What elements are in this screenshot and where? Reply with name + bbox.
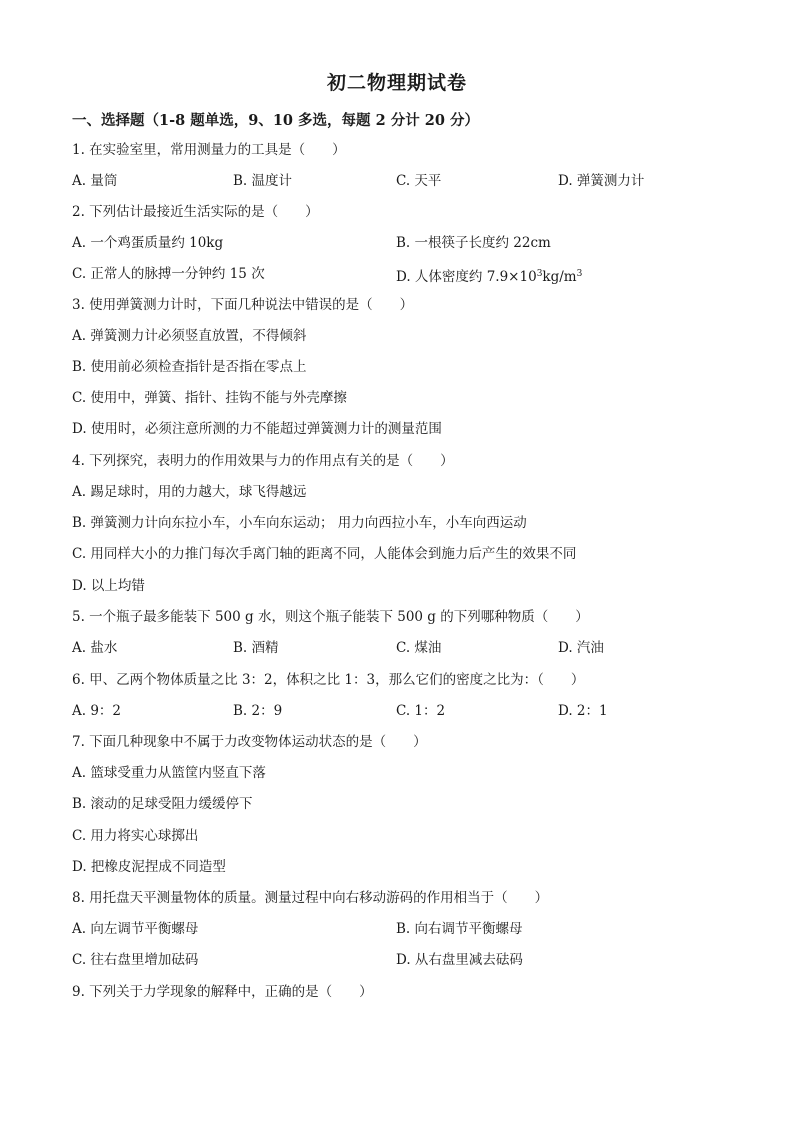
question-4-option-b: B. 弹簧测力计向东拉小车，小车向东运动； 用力向西拉小车，小车向西运动 (72, 515, 527, 531)
question-7-option-c: C. 用力将实心球掷出 (72, 828, 199, 844)
question-1-option-a: A. 量筒 (72, 173, 118, 189)
question-4-stem: 4. 下列探究，表明力的作用效果与力的作用点有关的是（ ） (72, 453, 454, 469)
page-title: 初二物理期试卷 (326, 72, 467, 94)
question-3-option-c: C. 使用中，弹簧、指针、挂钩不能与外壳摩擦 (72, 390, 347, 406)
question-4-option-d: D. 以上均错 (72, 578, 145, 594)
question-5-stem: 5. 一个瓶子最多能装下 500 g 水，则这个瓶子能装下 500 g 的下列哪种物质（ ） (72, 609, 589, 625)
section-heading: 一、选择题（1-8 题单选，9、10 多选，每题 2 分计 20 分） (72, 112, 480, 129)
question-2-option-a: A. 一个鸡蛋质量约 10kg (72, 235, 224, 251)
question-4-option-c: C. 用同样大小的力推门每次手离门轴的距离不同，人能体会到施力后产生的效果不同 (72, 546, 577, 562)
question-8-option-c: C. 往右盘里增加砝码 (72, 952, 199, 968)
question-3-option-a: A. 弹簧测力计必须竖直放置，不得倾斜 (72, 328, 307, 344)
question-6-option-b: B. 2：9 (233, 703, 283, 719)
question-2-option-d-text: D. 人体密度约 7.9×10 (396, 269, 537, 285)
question-3-option-b: B. 使用前必须检查指针是否指在零点上 (72, 359, 307, 375)
question-2-option-d-unit: kg/m (542, 269, 577, 285)
question-2-option-d-exponent: 3 (536, 269, 543, 279)
question-6-option-a: A. 9：2 (72, 703, 122, 719)
question-6-option-c: C. 1：2 (396, 703, 446, 719)
question-7-option-b: B. 滚动的足球受阻力缓缓停下 (72, 796, 253, 812)
question-4-option-a: A. 踢足球时，用的力越大，球飞得越远 (72, 484, 307, 500)
question-7-stem: 7. 下面几种现象中不属于力改变物体运动状态的是（ ） (72, 734, 427, 750)
question-1-option-b: B. 温度计 (233, 173, 293, 189)
question-8-stem: 8. 用托盘天平测量物体的质量。测量过程中向右移动游码的作用相当于（ ） (72, 890, 549, 906)
question-5-option-a: A. 盐水 (72, 640, 118, 656)
question-2-option-d-unit-exponent: 3 (576, 269, 583, 279)
question-8-option-b: B. 向右调节平衡螺母 (396, 921, 523, 937)
question-8-option-a: A. 向左调节平衡螺母 (72, 921, 199, 937)
question-1-option-d: D. 弹簧测力计 (558, 173, 645, 189)
question-2-option-c: C. 正常人的脉搏一分钟约 15 次 (72, 266, 265, 282)
question-5-option-c: C. 煤油 (396, 640, 442, 656)
question-1-stem: 1. 在实验室里，常用测量力的工具是（ ） (72, 142, 346, 158)
question-5-option-b: B. 酒精 (233, 640, 279, 656)
question-2-option-d (396, 265, 582, 286)
question-2-stem: 2. 下列估计最接近生活实际的是（ ） (72, 204, 319, 220)
question-7-option-a: A. 篮球受重力从篮筐内竖直下落 (72, 765, 266, 781)
question-9-stem: 9. 下列关于力学现象的解释中，正确的是（ ） (72, 984, 373, 1000)
question-3-option-d: D. 使用时，必须注意所测的力不能超过弹簧测力计的测量范围 (72, 421, 442, 437)
question-6-stem: 6. 甲、乙两个物体质量之比 3：2，体积之比 1：3，那么它们的密度之比为：（ ） (72, 672, 585, 688)
question-3-stem: 3. 使用弹簧测力计时，下面几种说法中错误的是（ ） (72, 297, 414, 313)
question-5-option-d: D. 汽油 (558, 640, 604, 656)
question-7-option-d: D. 把橡皮泥捏成不同造型 (72, 859, 226, 875)
question-1-option-c: C. 天平 (396, 173, 442, 189)
question-6-option-d: D. 2：1 (558, 703, 608, 719)
question-8-option-d: D. 从右盘里减去砝码 (396, 952, 523, 968)
question-2-option-b: B. 一根筷子长度约 22cm (396, 235, 551, 251)
